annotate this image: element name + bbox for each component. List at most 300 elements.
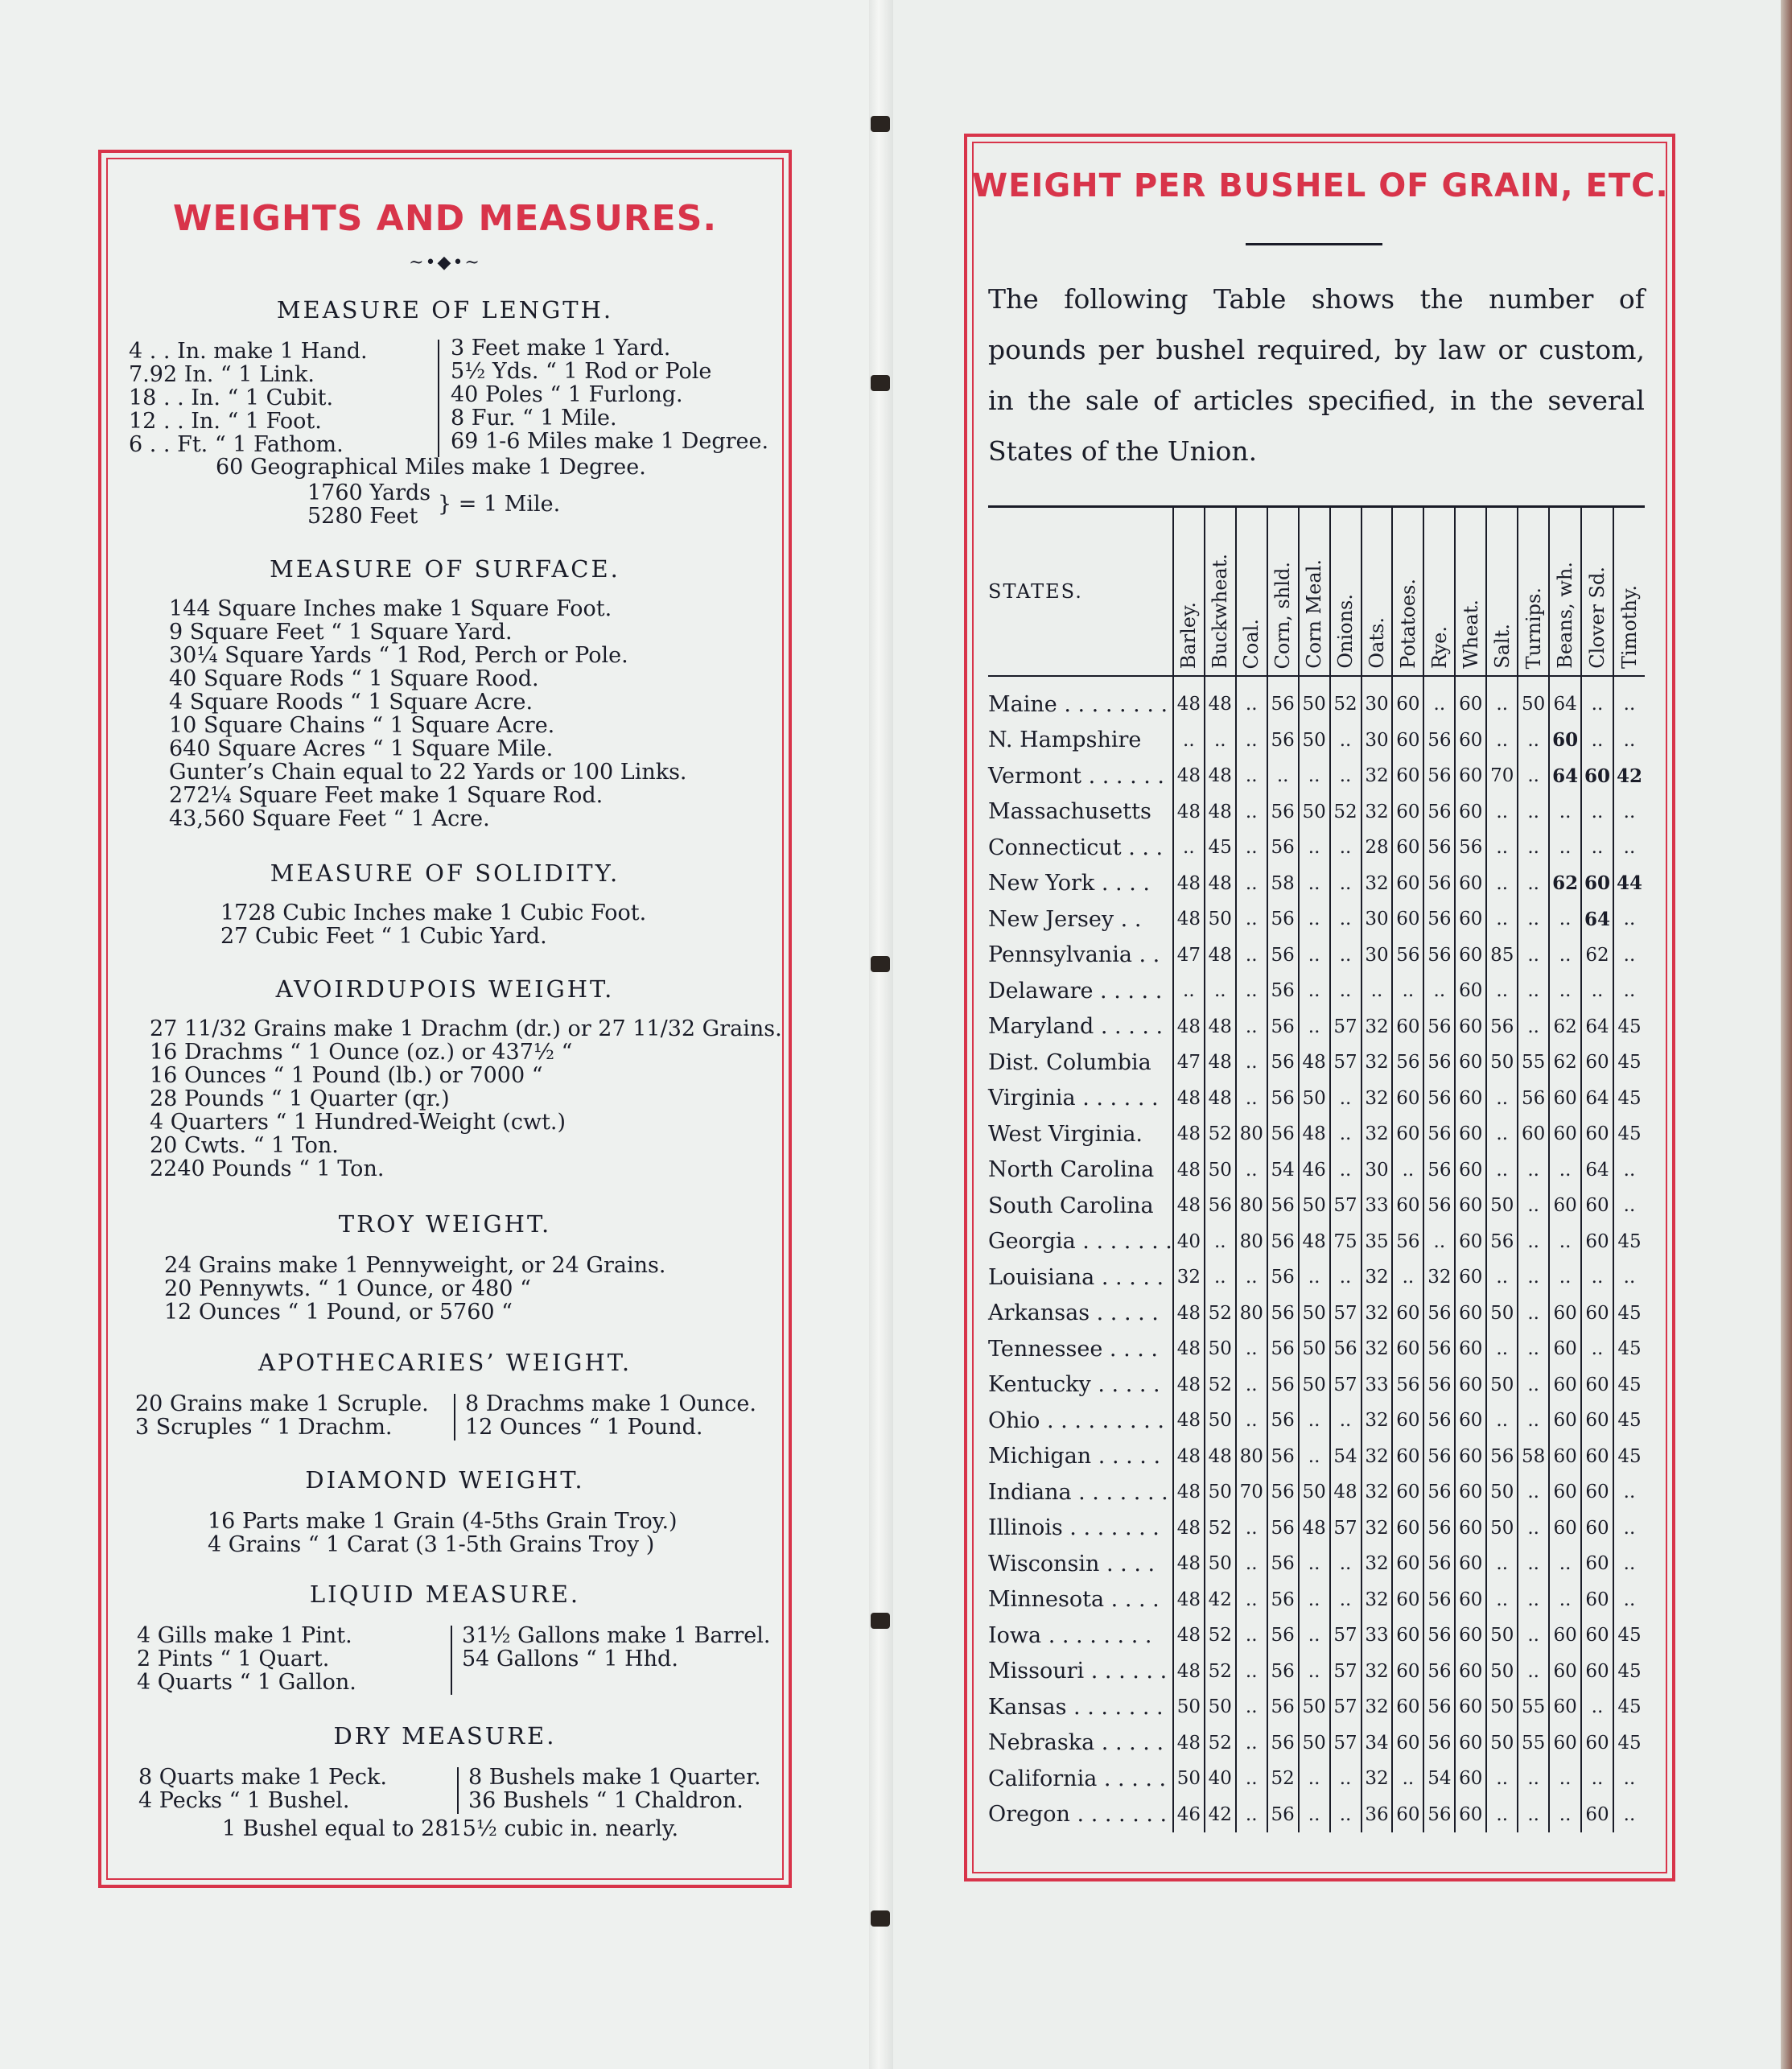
table-cell: 60 xyxy=(1549,1331,1581,1367)
table-cell: .. xyxy=(1613,973,1645,1009)
diamond-line: 4 Grains “ 1 Carat (3 1-5th Grains Troy ) xyxy=(208,1532,655,1557)
table-cell: .. xyxy=(1581,830,1613,866)
table-cell: 56 xyxy=(1423,1045,1455,1081)
table-cell: .. xyxy=(1330,1797,1362,1833)
table-row xyxy=(988,1582,1645,1618)
table-cell: 42 xyxy=(1205,1797,1236,1833)
table-cell: 60 xyxy=(1392,866,1423,902)
table-cell: 80 xyxy=(1236,1188,1267,1224)
table-cell: .. xyxy=(1236,758,1267,794)
table-cell: .. xyxy=(1549,794,1581,830)
table-row xyxy=(988,1009,1645,1045)
state-name: South Carolina xyxy=(988,1193,1154,1218)
table-cell: .. xyxy=(1330,973,1362,1009)
title-ornament: ~•◆•~ xyxy=(409,253,481,273)
state-name: Virginia . . . . . . xyxy=(988,1086,1159,1111)
table-cell: .. xyxy=(1236,1045,1267,1081)
table-row xyxy=(988,1474,1645,1511)
table-cell: 60 xyxy=(1392,1439,1423,1475)
table-row xyxy=(988,1224,1645,1260)
table-cell: 60 xyxy=(1549,1511,1581,1547)
table-cell: 60 xyxy=(1455,1582,1486,1618)
table-cell: .. xyxy=(1549,1546,1581,1582)
table-cell: 60 xyxy=(1392,1546,1423,1582)
table-cell: 60 xyxy=(1392,1618,1423,1654)
table-cell: .. xyxy=(1486,676,1518,723)
table-cell: 50 xyxy=(1518,676,1549,723)
table-cell: 48 xyxy=(1299,1224,1330,1260)
state-name: Indiana . . . . . . . xyxy=(988,1479,1168,1505)
table-cell: 48 xyxy=(1173,676,1205,723)
table-cell: 58 xyxy=(1267,866,1299,902)
column-header: Timothy. xyxy=(1613,507,1645,677)
table-cell: 56 xyxy=(1267,901,1299,938)
table-row xyxy=(988,1797,1645,1833)
table-cell: 60 xyxy=(1581,1474,1613,1511)
table-cell: .. xyxy=(1486,1761,1518,1797)
table-cell: 56 xyxy=(1423,830,1455,866)
heading-diamond: DIAMOND WEIGHT. xyxy=(305,1466,585,1494)
table-cell: .. xyxy=(1236,1761,1267,1797)
table-cell: 60 xyxy=(1549,1474,1581,1511)
table-cell: .. xyxy=(1613,1188,1645,1224)
table-cell: 56 xyxy=(1518,1081,1549,1117)
heading-avoirdupois: AVOIRDUPOIS WEIGHT. xyxy=(275,975,615,1003)
table-cell: .. xyxy=(1613,1797,1645,1833)
table-cell: 52 xyxy=(1330,676,1362,723)
table-cell: 60 xyxy=(1392,1296,1423,1332)
table-cell: 56 xyxy=(1423,866,1455,902)
table-cell: 48 xyxy=(1173,758,1205,794)
table-cell: 48 xyxy=(1173,1331,1205,1367)
table-cell: .. xyxy=(1549,830,1581,866)
table-cell: .. xyxy=(1613,1259,1645,1296)
table-cell: 60 xyxy=(1392,1403,1423,1439)
table-cell: 60 xyxy=(1392,1797,1423,1833)
table-cell: 62 xyxy=(1549,1009,1581,1045)
state-name: Minnesota . . . . xyxy=(988,1587,1160,1613)
column-header: Onions. xyxy=(1330,507,1362,677)
table-cell: .. xyxy=(1518,1582,1549,1618)
table-cell: 32 xyxy=(1362,1689,1393,1725)
column-divider xyxy=(438,340,439,457)
apothecaries-line: 20 Grains make 1 Scruple. xyxy=(135,1391,429,1416)
table-cell: 52 xyxy=(1205,1654,1236,1690)
table-cell: 57 xyxy=(1330,1045,1362,1081)
table-cell: 35 xyxy=(1362,1224,1393,1260)
table-row xyxy=(988,1152,1645,1189)
table-row xyxy=(988,676,1645,723)
table-cell: 56 xyxy=(1423,723,1455,759)
table-cell: .. xyxy=(1613,1546,1645,1582)
table-cell: 56 xyxy=(1423,1439,1455,1475)
diamond-line: 16 Parts make 1 Grain (4-5ths Grain Troy.) xyxy=(208,1509,678,1534)
binding-stitch xyxy=(871,956,890,972)
table-cell: .. xyxy=(1330,1582,1362,1618)
table-cell: 50 xyxy=(1486,1045,1518,1081)
table-cell: 56 xyxy=(1486,1439,1518,1475)
table-cell: 56 xyxy=(1423,1081,1455,1117)
state-name: California . . . . . xyxy=(988,1766,1167,1791)
table-cell: 56 xyxy=(1267,1439,1299,1475)
table-cell: 64 xyxy=(1581,1081,1613,1117)
table-cell: 60 xyxy=(1549,1689,1581,1725)
table-cell: .. xyxy=(1486,866,1518,902)
table-cell: .. xyxy=(1236,1582,1267,1618)
table-cell: 32 xyxy=(1362,1331,1393,1367)
table-cell: 28 xyxy=(1362,830,1393,866)
table-cell: 60 xyxy=(1392,676,1423,723)
table-cell: 45 xyxy=(1613,1439,1645,1475)
state-name: Kentucky . . . . . xyxy=(988,1372,1160,1398)
troy-line: 20 Pennywts. “ 1 Ounce, or 480 “ xyxy=(164,1276,531,1301)
table-cell: .. xyxy=(1549,1259,1581,1296)
state-name: Iowa . . . . . . . . xyxy=(988,1622,1152,1648)
table-cell: 56 xyxy=(1423,1152,1455,1189)
state-name: Dist. Columbia xyxy=(988,1049,1151,1075)
table-cell: 48 xyxy=(1205,866,1236,902)
table-cell: 32 xyxy=(1362,794,1393,830)
table-row xyxy=(988,723,1645,759)
table-cell: .. xyxy=(1236,1331,1267,1367)
table-cell: .. xyxy=(1299,1403,1330,1439)
table-cell: 48 xyxy=(1299,1045,1330,1081)
table-cell: 57 xyxy=(1330,1009,1362,1045)
table-cell: 60 xyxy=(1455,938,1486,974)
table-cell: 56 xyxy=(1267,1797,1299,1833)
table-cell: 60 xyxy=(1455,1474,1486,1511)
table-cell: 52 xyxy=(1205,1618,1236,1654)
table-cell: 32 xyxy=(1362,1511,1393,1547)
weights-and-measures-panel xyxy=(106,158,784,1880)
table-cell: 45 xyxy=(1613,1009,1645,1045)
table-row xyxy=(988,866,1645,902)
table-cell: 56 xyxy=(1423,1797,1455,1833)
surface-line: 640 Square Acres “ 1 Square Mile. xyxy=(169,736,554,761)
table-cell: 52 xyxy=(1205,1367,1236,1403)
table-row xyxy=(988,1331,1645,1367)
table-cell: 60 xyxy=(1392,758,1423,794)
table-cell: 60 xyxy=(1392,1725,1423,1762)
table-cell: 45 xyxy=(1613,1618,1645,1654)
table-cell: 57 xyxy=(1330,1511,1362,1547)
table-cell: 60 xyxy=(1581,1582,1613,1618)
table-cell: .. xyxy=(1518,1797,1549,1833)
surface-line: 4 Square Roods “ 1 Square Acre. xyxy=(169,690,533,715)
table-cell: 50 xyxy=(1299,676,1330,723)
table-cell: 60 xyxy=(1549,1725,1581,1762)
table-cell: .. xyxy=(1330,938,1362,974)
table-cell: 56 xyxy=(1423,1474,1455,1511)
table-cell: .. xyxy=(1299,1439,1330,1475)
heading-troy: TROY WEIGHT. xyxy=(338,1210,552,1238)
table-cell: 56 xyxy=(1267,1188,1299,1224)
table-cell: .. xyxy=(1299,758,1330,794)
table-cell: 62 xyxy=(1549,1045,1581,1081)
table-cell: 60 xyxy=(1455,1296,1486,1332)
table-cell: .. xyxy=(1299,1654,1330,1690)
table-cell: .. xyxy=(1613,1474,1645,1511)
table-cell: 56 xyxy=(1330,1331,1362,1367)
table-cell: 56 xyxy=(1423,1188,1455,1224)
table-cell: .. xyxy=(1299,1618,1330,1654)
table-cell: 45 xyxy=(1613,1654,1645,1690)
table-cell: .. xyxy=(1518,1296,1549,1332)
table-cell: .. xyxy=(1518,866,1549,902)
table-cell: 50 xyxy=(1205,1403,1236,1439)
table-cell: 70 xyxy=(1236,1474,1267,1511)
table-cell: 32 xyxy=(1362,1474,1393,1511)
state-name: Kansas . . . . . . . xyxy=(988,1694,1164,1720)
table-cell: 56 xyxy=(1486,1224,1518,1260)
table-cell: 60 xyxy=(1455,676,1486,723)
table-title: WEIGHT PER BUSHEL OF GRAIN, ETC. xyxy=(972,167,1669,204)
table-cell: .. xyxy=(1236,901,1267,938)
table-cell: 60 xyxy=(1549,1081,1581,1117)
table-cell: 64 xyxy=(1549,758,1581,794)
table-cell: 58 xyxy=(1518,1439,1549,1475)
table-row xyxy=(988,1116,1645,1152)
table-cell: 60 xyxy=(1455,1081,1486,1117)
table-cell: 45 xyxy=(1205,830,1236,866)
table-cell: 48 xyxy=(1173,1582,1205,1618)
table-cell: .. xyxy=(1581,1331,1613,1367)
table-cell: 50 xyxy=(1205,1689,1236,1725)
table-cell: .. xyxy=(1236,1725,1267,1762)
table-cell: .. xyxy=(1549,1761,1581,1797)
table-cell: .. xyxy=(1518,938,1549,974)
table-cell: 60 xyxy=(1581,1546,1613,1582)
table-cell: 56 xyxy=(1267,1259,1299,1296)
table-cell: 60 xyxy=(1549,1654,1581,1690)
table-cell: 56 xyxy=(1267,1474,1299,1511)
table-cell: 60 xyxy=(1455,723,1486,759)
table-cell: 64 xyxy=(1581,901,1613,938)
table-cell: 55 xyxy=(1518,1689,1549,1725)
table-cell: 48 xyxy=(1330,1474,1362,1511)
length-line: 8 Fur. “ 1 Mile. xyxy=(451,406,617,431)
table-row xyxy=(988,1546,1645,1582)
table-cell: 47 xyxy=(1173,1045,1205,1081)
table-cell: .. xyxy=(1299,1259,1330,1296)
table-row xyxy=(988,1618,1645,1654)
table-row xyxy=(988,1188,1645,1224)
table-cell: 50 xyxy=(1486,1618,1518,1654)
table-cell: .. xyxy=(1236,866,1267,902)
table-cell: 48 xyxy=(1205,758,1236,794)
table-cell: .. xyxy=(1173,973,1205,1009)
table-cell: .. xyxy=(1518,1331,1549,1367)
table-cell: 60 xyxy=(1518,1116,1549,1152)
table-cell: 56 xyxy=(1423,758,1455,794)
table-cell: .. xyxy=(1518,1618,1549,1654)
table-cell: 60 xyxy=(1455,1654,1486,1690)
table-cell: 60 xyxy=(1392,1116,1423,1152)
table-cell: 60 xyxy=(1392,1582,1423,1618)
table-cell: .. xyxy=(1330,1116,1362,1152)
table-cell: .. xyxy=(1236,1081,1267,1117)
table-cell: .. xyxy=(1613,723,1645,759)
table-cell: 57 xyxy=(1330,1296,1362,1332)
table-cell: 48 xyxy=(1299,1116,1330,1152)
table-cell: 60 xyxy=(1455,1367,1486,1403)
table-cell: 44 xyxy=(1613,866,1645,902)
table-cell: .. xyxy=(1236,676,1267,723)
surface-line: 144 Square Inches make 1 Square Foot. xyxy=(169,596,612,621)
table-cell: 48 xyxy=(1205,1009,1236,1045)
grain-weight-table xyxy=(988,505,1645,1832)
table-cell: .. xyxy=(1549,1797,1581,1833)
table-cell: 30 xyxy=(1362,938,1393,974)
column-header: Oats. xyxy=(1362,507,1393,677)
apothecaries-line: 8 Drachms make 1 Ounce. xyxy=(465,1391,756,1416)
table-cell: 48 xyxy=(1173,1546,1205,1582)
table-cell: 60 xyxy=(1581,1045,1613,1081)
table-cell: 48 xyxy=(1173,1009,1205,1045)
table-cell: 50 xyxy=(1299,1188,1330,1224)
state-name: Missouri . . . . . . xyxy=(988,1659,1168,1684)
avoirdupois-line: 16 Drachms “ 1 Ounce (oz.) or 437½ “ xyxy=(150,1040,573,1065)
state-name: New York . . . . xyxy=(988,871,1150,896)
table-cell: 55 xyxy=(1518,1725,1549,1762)
state-name: North Carolina xyxy=(988,1157,1155,1183)
table-cell: 56 xyxy=(1455,830,1486,866)
table-cell: 45 xyxy=(1613,1045,1645,1081)
table-cell: 60 xyxy=(1392,1474,1423,1511)
table-cell: 50 xyxy=(1486,1296,1518,1332)
table-cell: 60 xyxy=(1455,1188,1486,1224)
table-cell: .. xyxy=(1236,830,1267,866)
table-row xyxy=(988,1296,1645,1332)
table-cell: .. xyxy=(1205,723,1236,759)
length-line: 69 1-6 Miles make 1 Degree. xyxy=(451,429,769,454)
table-cell: 60 xyxy=(1392,1511,1423,1547)
table-cell: .. xyxy=(1486,1582,1518,1618)
surface-line: 30¼ Square Yards “ 1 Rod, Perch or Pole. xyxy=(169,643,628,668)
state-name: Pennsylvania . . xyxy=(988,942,1160,968)
table-cell: .. xyxy=(1330,723,1362,759)
heading-solidity: MEASURE OF SOLIDITY. xyxy=(270,859,620,887)
surface-line: 43,560 Square Feet “ 1 Acre. xyxy=(169,806,490,831)
table-cell: .. xyxy=(1299,1546,1330,1582)
table-cell: 45 xyxy=(1613,1116,1645,1152)
table-cell: 60 xyxy=(1581,1654,1613,1690)
table-cell: 32 xyxy=(1362,1259,1393,1296)
table-cell: .. xyxy=(1549,1582,1581,1618)
table-row xyxy=(988,1045,1645,1081)
table-cell: 75 xyxy=(1330,1224,1362,1260)
table-cell: .. xyxy=(1486,901,1518,938)
table-cell: 45 xyxy=(1613,1296,1645,1332)
table-cell: 64 xyxy=(1549,676,1581,723)
binding-stitch xyxy=(871,1613,890,1629)
table-cell: 60 xyxy=(1455,1116,1486,1152)
state-name: Connecticut . . . xyxy=(988,835,1164,860)
dry-footer: 1 Bushel equal to 2815½ cubic in. nearly. xyxy=(222,1816,679,1841)
table-cell: .. xyxy=(1518,1188,1549,1224)
state-name: Massachusetts xyxy=(988,799,1151,825)
dry-line: 36 Bushels “ 1 Chaldron. xyxy=(468,1788,744,1813)
table-cell: 56 xyxy=(1423,1009,1455,1045)
state-name: Illinois . . . . . . . xyxy=(988,1515,1160,1541)
table-cell: 80 xyxy=(1236,1224,1267,1260)
table-row xyxy=(988,830,1645,866)
table-cell: 48 xyxy=(1205,794,1236,830)
table-cell: 56 xyxy=(1423,1618,1455,1654)
table-cell: 48 xyxy=(1205,676,1236,723)
table-cell: 56 xyxy=(1267,1403,1299,1439)
solidity-line: 27 Cubic Feet “ 1 Cubic Yard. xyxy=(220,924,547,949)
states-header: STATES. xyxy=(988,507,1173,677)
table-cell: 47 xyxy=(1173,938,1205,974)
table-row xyxy=(988,1689,1645,1725)
heading-apothecaries: APOTHECARIES’ WEIGHT. xyxy=(257,1349,632,1376)
table-cell: 60 xyxy=(1455,1224,1486,1260)
table-cell: 60 xyxy=(1455,1009,1486,1045)
table-cell: 50 xyxy=(1299,723,1330,759)
mile-equals: } = 1 Mile. xyxy=(438,492,561,517)
table-cell: .. xyxy=(1518,723,1549,759)
table-cell: .. xyxy=(1486,794,1518,830)
table-cell: 60 xyxy=(1455,1725,1486,1762)
table-cell: 48 xyxy=(1173,1654,1205,1690)
table-cell: .. xyxy=(1486,1259,1518,1296)
table-cell: 60 xyxy=(1581,1116,1613,1152)
table-cell: 50 xyxy=(1299,1474,1330,1511)
table-cell: .. xyxy=(1581,794,1613,830)
table-cell: 60 xyxy=(1392,1331,1423,1367)
table-cell: 32 xyxy=(1362,1403,1393,1439)
state-name: New Jersey . . xyxy=(988,906,1142,932)
table-cell: 45 xyxy=(1613,1367,1645,1403)
table-cell: .. xyxy=(1549,1224,1581,1260)
table-cell: .. xyxy=(1423,676,1455,723)
table-cell: .. xyxy=(1613,1152,1645,1189)
table-cell: 52 xyxy=(1330,794,1362,830)
table-cell: 60 xyxy=(1549,1403,1581,1439)
table-cell: .. xyxy=(1236,1511,1267,1547)
table-cell: 32 xyxy=(1362,1116,1393,1152)
table-cell: 40 xyxy=(1205,1761,1236,1797)
table-cell: 56 xyxy=(1267,1546,1299,1582)
table-cell: .. xyxy=(1205,1224,1236,1260)
column-header: Buckwheat. xyxy=(1205,507,1236,677)
table-cell: .. xyxy=(1581,1761,1613,1797)
length-line: 3 Feet make 1 Yard. xyxy=(451,336,671,361)
table-cell: .. xyxy=(1549,1152,1581,1189)
surface-line: 272¼ Square Feet make 1 Square Rod. xyxy=(169,783,604,808)
length-line: 5½ Yds. “ 1 Rod or Pole xyxy=(451,359,712,384)
table-cell: 56 xyxy=(1392,1045,1423,1081)
table-cell: .. xyxy=(1173,830,1205,866)
table-cell: .. xyxy=(1236,1797,1267,1833)
table-row xyxy=(988,1403,1645,1439)
table-cell: .. xyxy=(1236,794,1267,830)
table-cell: 48 xyxy=(1173,1367,1205,1403)
table-cell: 50 xyxy=(1299,1331,1330,1367)
table-cell: .. xyxy=(1330,1761,1362,1797)
table-cell: 60 xyxy=(1455,901,1486,938)
liquid-line: 2 Pints “ 1 Quart. xyxy=(137,1647,330,1671)
table-row xyxy=(988,938,1645,974)
table-cell: .. xyxy=(1236,1654,1267,1690)
table-cell: .. xyxy=(1236,1367,1267,1403)
table-cell: 40 xyxy=(1173,1224,1205,1260)
table-cell: .. xyxy=(1518,1152,1549,1189)
table-cell: .. xyxy=(1518,1009,1549,1045)
table-cell: 56 xyxy=(1423,1582,1455,1618)
table-cell: 45 xyxy=(1613,1689,1645,1725)
